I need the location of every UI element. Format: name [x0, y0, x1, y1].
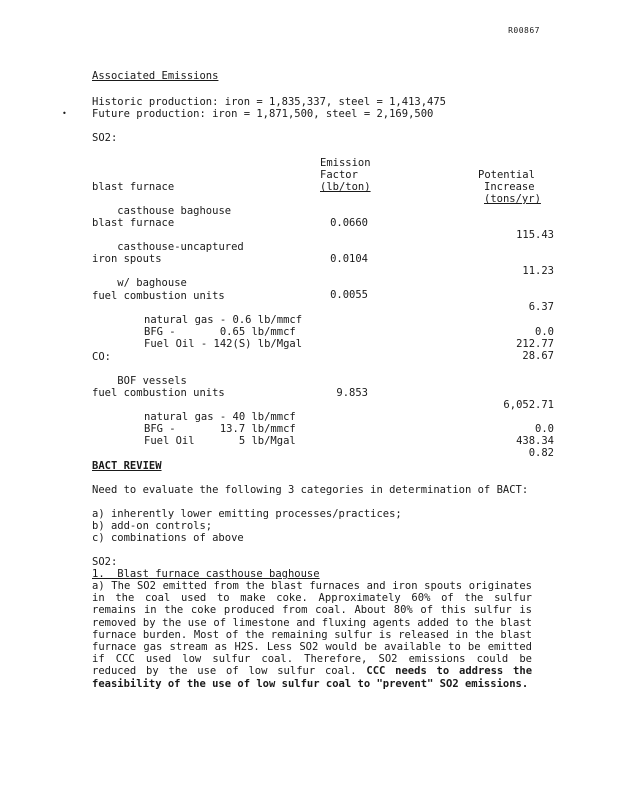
so2-row-2-name-b: casthouse-uncaptured	[117, 241, 244, 253]
co-row-increase: 6,052.71	[503, 399, 554, 411]
future-production: Future production: iron = 1,871,500, steel = 2,169,500	[92, 108, 434, 120]
col-emission-3: (lb/ton)	[320, 181, 371, 193]
so2-fuel-row-1-increase: 0.0	[535, 326, 554, 338]
so2-row-2-increase: 11.23	[522, 265, 554, 277]
so2-row-1-increase: 115.43	[516, 229, 554, 241]
col-emission-1: Emission	[320, 157, 371, 169]
so2-row-2-factor: 0.0104	[330, 253, 368, 265]
so2-fuel-row-2-increase: 212.77	[516, 338, 554, 350]
col-potential-2: Increase	[484, 181, 535, 193]
heading-associated-emissions: Associated Emissions	[92, 70, 219, 82]
so2-review-label: SO2:	[92, 556, 118, 568]
co-row-factor: 9.853	[336, 387, 368, 399]
col-potential-1: Potential	[478, 169, 535, 181]
co-fuel-row-3-increase: 0.82	[528, 447, 554, 459]
co-fuel-label: fuel combustion units	[92, 387, 225, 399]
so2-row-3-factor: 0.0055	[330, 289, 368, 301]
so2-row-2-name-a: blast furnace	[92, 217, 175, 229]
co-fuel-row-2-name: BFG - 13.7 lb/mmcf	[144, 423, 296, 435]
bact-item-b: b) add-on controls;	[92, 520, 213, 532]
so2-row-1-name-b: casthouse baghouse	[117, 205, 232, 217]
co-fuel-row-1-increase: 0.0	[535, 423, 554, 435]
historic-production: Historic production: iron = 1,835,337, steel = 1,413,475	[92, 96, 447, 108]
so2-review-paragraph-emphasis: CCC needs to address the feasibility of the use of low sulfur coal to "prevent" SO2 emissions.	[92, 665, 533, 690]
margin-mark: •	[62, 109, 67, 118]
so2-row-3-name-b: w/ baghouse	[117, 277, 187, 289]
so2-label: SO2:	[92, 132, 118, 144]
col-emission-2: Factor	[320, 169, 358, 181]
so2-fuel-row-3-increase: 28.67	[522, 350, 554, 362]
so2-fuel-row-3-name: Fuel Oil - 142(S) lb/Mgal	[144, 338, 303, 350]
so2-row-3-name-a: iron spouts	[92, 253, 162, 265]
bact-heading: BACT REVIEW	[92, 460, 162, 472]
bact-item-a: a) inherently lower emitting processes/practices;	[92, 508, 402, 520]
co-fuel-row-3-name: Fuel Oil 5 lb/Mgal	[144, 435, 296, 447]
so2-row-3-increase: 6.37	[528, 301, 554, 313]
co-label: CO:	[92, 351, 111, 363]
bact-intro: Need to evaluate the following 3 categories in determination of BACT:	[92, 484, 529, 496]
so2-review-paragraph-text: a) The SO2 emitted from the blast furnaces and iron spouts originates in the coal used to make coke. Approximately 60% of the sulfur remains in the coke produced from coal. About 80% of this sulfur is removed by the use of limestone and fluxing agents added to the blast furnace burden. Most of the remaining sulfur is released in the blast furnace gas stream as H2S. Less SO2 would be available to be emitted if CCC used low sulfur coal. Therefore, SO2 emissions could be reduced by the use of low sulfur coal.	[92, 580, 532, 678]
co-fuel-row-2-increase: 438.34	[516, 435, 554, 447]
so2-review-paragraph	[92, 580, 532, 690]
so2-fuel-row-1-name: natural gas - 0.6 lb/mmcf	[144, 314, 303, 326]
so2-fuel-row-2-name: BFG - 0.65 lb/mmcf	[144, 326, 296, 338]
so2-fuel-label: fuel combustion units	[92, 290, 225, 302]
so2-row-1-factor: 0.0660	[330, 217, 368, 229]
co-row-name: BOF vessels	[117, 375, 187, 387]
document-id: R00867	[508, 26, 540, 35]
so2-row-1-name-a: blast furnace	[92, 181, 175, 193]
bact-item-c: c) combinations of above	[92, 532, 244, 544]
co-fuel-row-1-name: natural gas - 40 lb/mmcf	[144, 411, 296, 423]
so2-review-item: 1. Blast furnace casthouse baghouse	[92, 568, 320, 580]
col-potential-3: (tons/yr)	[484, 193, 541, 205]
